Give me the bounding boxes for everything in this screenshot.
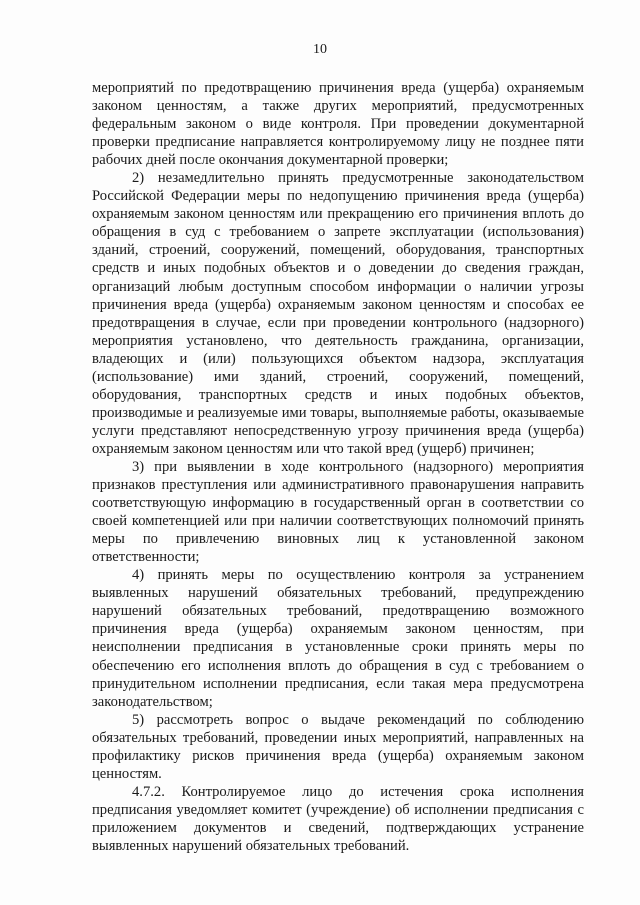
paragraph-item-4: 4) принять меры по осуществлению контроля за устранением выявленных нарушений обязательных требований, предупреждению нарушений обязательных требований, предотвращению возможного причинения вреда (ущерба) охраняемым законом ценностям, при неисполнении предписания в установленные сроки принять меры по обеспечению его исполнения вплоть до обращения в суд с требованием о принудительном исполнении предписания, если такая мера предусмотрена законодательством; <box>92 567 584 710</box>
paragraph-item-5: 5) рассмотреть вопрос о выдаче рекомендаций по соблюдению обязательных требований, проведении иных мероприятий, направленных на профилактику рисков причинения вреда (ущерба) охраняемым законом ценностям. <box>92 711 584 782</box>
paragraph-continuation: мероприятий по предотвращению причинения вреда (ущерба) охраняемым законом ценностям, а также других мероприятий, предусмотренных федеральным законом о виде контроля. При проведении документарной проверки предписание направляется контролируемому лицу не позднее пяти рабочих дней после окончания документарной проверки; <box>92 80 584 169</box>
page-number: 10 <box>313 42 327 57</box>
paragraph-section-4-7-2: 4.7.2. Контролируемое лицо до истечения срока исполнения предписания уведомляет комитет (учреждение) об исполнении предписания с приложением документов и сведений, подтверждающих устранение выявленных нарушений обязательных требований. <box>92 783 584 854</box>
document-body <box>92 79 584 855</box>
paragraph-item-3: 3) при выявлении в ходе контрольного (надзорного) мероприятия признаков преступления или административного правонарушения направить соответствующую информацию в государственный орган в соответствии со своей компетенцией или при наличии соответствующих полномочий принять меры по привлечению виновных лиц к установленной законом ответственности; <box>92 458 584 566</box>
paragraph-item-2: 2) незамедлительно принять предусмотренные законодательством Российской Федерации меры по недопущению причинения вреда (ущерба) охраняемым законом ценностям или прекращению его причинения вплоть до обращения в суд с требованием о запрете эксплуатации (использования) зданий, строений, сооружений, помещений, оборудования, транспортных средств и иных подобных объектов и о доведении до сведения граждан, организаций любым доступным способом информации о наличии угрозы причинения вреда (ущерба) охраняемым законом ценностям и способах ее предотвращения в случае, если при проведении контрольного (надзорного) мероприятия установлено, что деятельность гражданина, организации, владеющих и (или) пользующихся объектом надзора, эксплуатация (использование) ими зданий, строений, сооружений, помещений, оборудования, транспортных средств и иных подобных объектов, производимые и реализуемые ими товары, выполняемые работы, оказываемые услуги представляют непосредственную угрозу причинения вреда (ущерба) охраняемым законом ценностям или что такой вред (ущерб) причинен; <box>92 170 584 457</box>
